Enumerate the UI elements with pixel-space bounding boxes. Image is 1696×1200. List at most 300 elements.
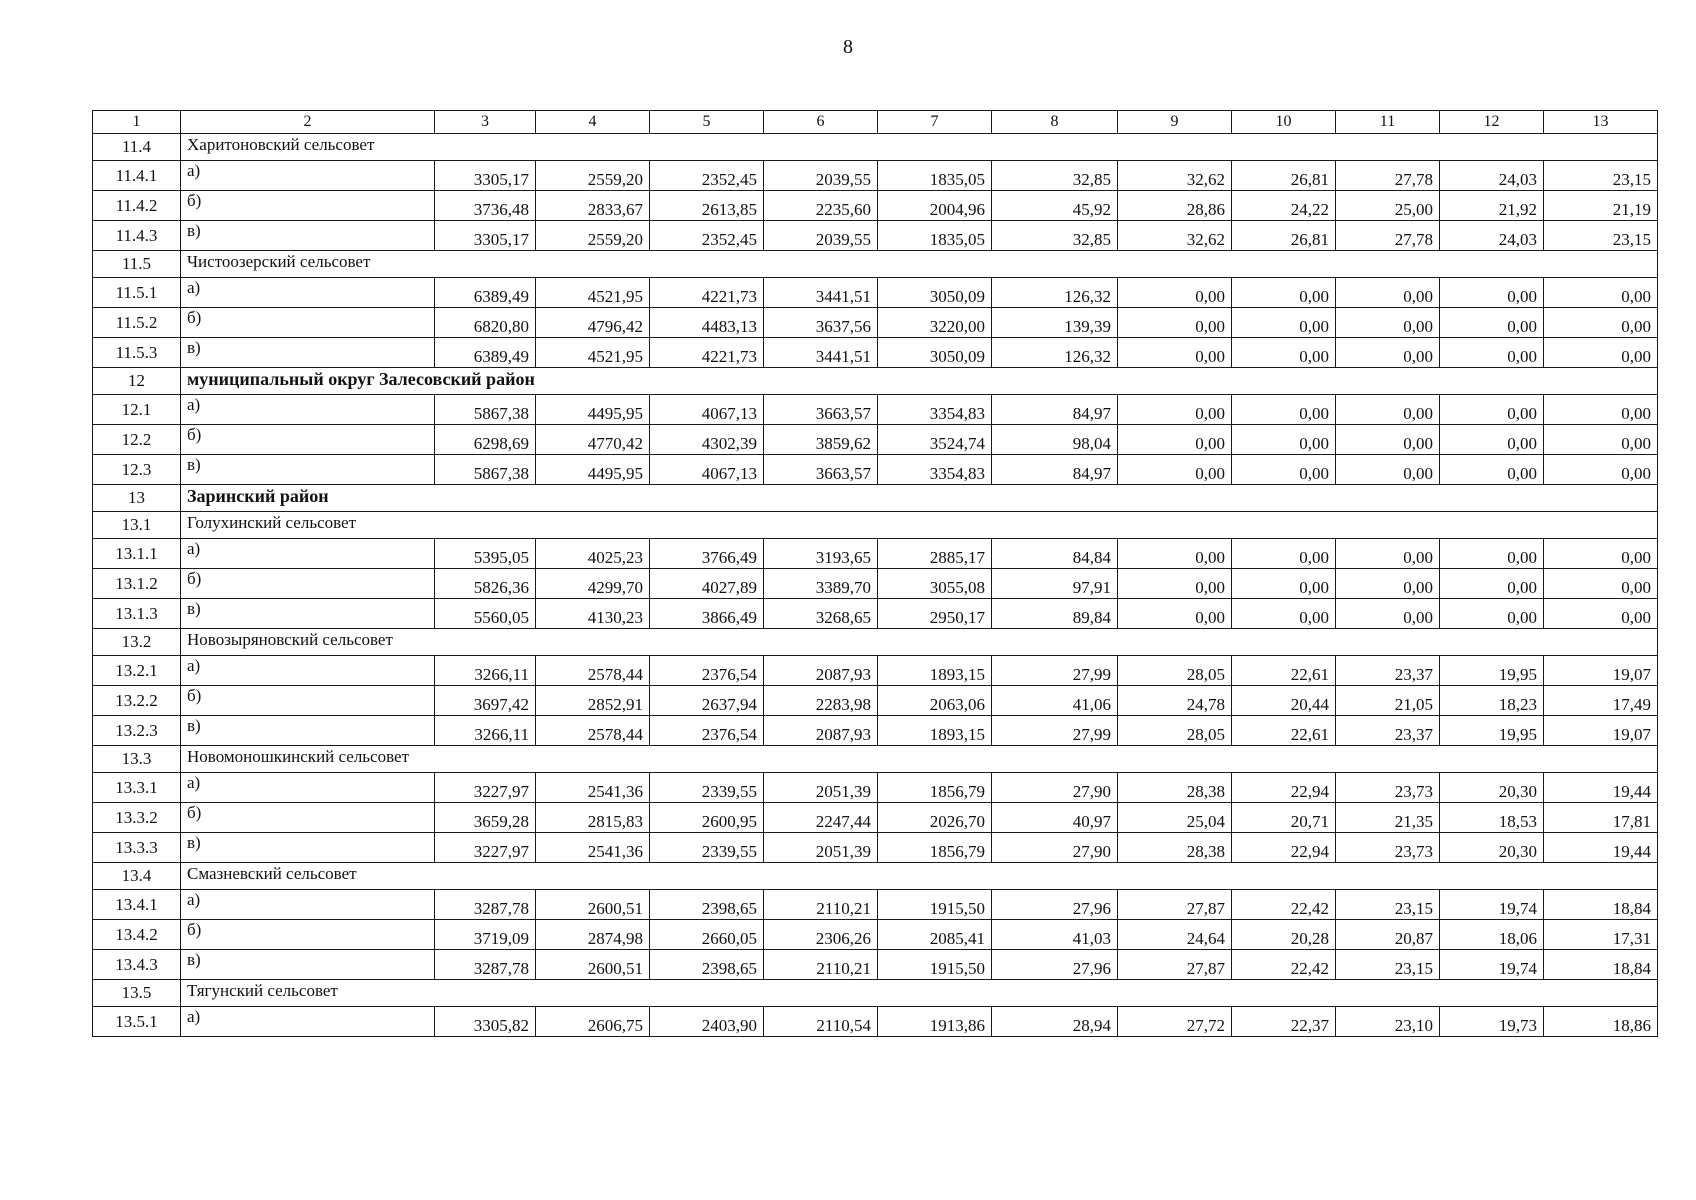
- value-cell: 28,94: [992, 1007, 1118, 1037]
- value-cell: 6389,49: [435, 338, 536, 368]
- value-cell: 19,95: [1440, 716, 1544, 746]
- column-number-cell: 10: [1232, 111, 1336, 134]
- value-cell: 5395,05: [435, 539, 536, 569]
- value-cell: 3389,70: [764, 569, 878, 599]
- value-cell: 21,19: [1544, 191, 1658, 221]
- value-cell: 45,92: [992, 191, 1118, 221]
- value-cell: 2283,98: [764, 686, 878, 716]
- value-cell: 25,00: [1336, 191, 1440, 221]
- value-cell: 2039,55: [764, 221, 878, 251]
- value-cell: 26,81: [1232, 221, 1336, 251]
- value-cell: 2051,39: [764, 833, 878, 863]
- table-row: [93, 161, 1658, 191]
- value-cell: 2085,41: [878, 920, 992, 950]
- value-cell: 19,95: [1440, 656, 1544, 686]
- section-row: [93, 863, 1658, 890]
- section-number: 13: [93, 485, 181, 512]
- variant-label: б): [181, 920, 435, 950]
- value-cell: 2039,55: [764, 161, 878, 191]
- value-cell: 27,96: [992, 950, 1118, 980]
- page-number: 8: [843, 36, 853, 58]
- value-cell: 22,94: [1232, 833, 1336, 863]
- value-cell: 5867,38: [435, 395, 536, 425]
- section-row: [93, 134, 1658, 161]
- value-cell: 0,00: [1232, 539, 1336, 569]
- value-cell: 4221,73: [650, 338, 764, 368]
- value-cell: 0,00: [1336, 569, 1440, 599]
- value-cell: 0,00: [1336, 455, 1440, 485]
- value-cell: 21,92: [1440, 191, 1544, 221]
- value-cell: 2606,75: [536, 1007, 650, 1037]
- value-cell: 2541,36: [536, 773, 650, 803]
- value-cell: 98,04: [992, 425, 1118, 455]
- value-cell: 0,00: [1544, 338, 1658, 368]
- variant-label: а): [181, 773, 435, 803]
- value-cell: 18,53: [1440, 803, 1544, 833]
- section-title: Тягунский сельсовет: [181, 980, 1658, 1007]
- value-cell: 3866,49: [650, 599, 764, 629]
- table-row: [93, 656, 1658, 686]
- row-number: 12.3: [93, 455, 181, 485]
- column-number-cell: 7: [878, 111, 992, 134]
- value-cell: 4221,73: [650, 278, 764, 308]
- row-number: 13.2.3: [93, 716, 181, 746]
- value-cell: 27,96: [992, 890, 1118, 920]
- value-cell: 1893,15: [878, 716, 992, 746]
- row-number: 13.1.3: [93, 599, 181, 629]
- section-number: 13.1: [93, 512, 181, 539]
- section-number: 12: [93, 368, 181, 395]
- value-cell: 0,00: [1232, 599, 1336, 629]
- variant-label: а): [181, 161, 435, 191]
- value-cell: 28,05: [1118, 716, 1232, 746]
- value-cell: 23,15: [1544, 161, 1658, 191]
- column-number-cell: 12: [1440, 111, 1544, 134]
- value-cell: 4796,42: [536, 308, 650, 338]
- value-cell: 0,00: [1440, 338, 1544, 368]
- table-row: [93, 833, 1658, 863]
- value-cell: 3441,51: [764, 278, 878, 308]
- variant-label: б): [181, 425, 435, 455]
- value-cell: 2026,70: [878, 803, 992, 833]
- table-row: [93, 890, 1658, 920]
- value-cell: 1893,15: [878, 656, 992, 686]
- value-cell: 0,00: [1118, 455, 1232, 485]
- value-cell: 3766,49: [650, 539, 764, 569]
- value-cell: 0,00: [1118, 599, 1232, 629]
- value-cell: 24,22: [1232, 191, 1336, 221]
- value-cell: 3287,78: [435, 950, 536, 980]
- column-number-cell: 9: [1118, 111, 1232, 134]
- value-cell: 0,00: [1544, 569, 1658, 599]
- value-cell: 19,07: [1544, 716, 1658, 746]
- row-number: 13.1.1: [93, 539, 181, 569]
- value-cell: 2833,67: [536, 191, 650, 221]
- value-cell: 1915,50: [878, 890, 992, 920]
- column-number-cell: 2: [181, 111, 435, 134]
- value-cell: 24,78: [1118, 686, 1232, 716]
- value-cell: 2600,51: [536, 890, 650, 920]
- value-cell: 27,87: [1118, 890, 1232, 920]
- variant-label: в): [181, 221, 435, 251]
- value-cell: 0,00: [1544, 539, 1658, 569]
- section-row: [93, 485, 1658, 512]
- value-cell: 5826,36: [435, 569, 536, 599]
- row-number: 11.5.2: [93, 308, 181, 338]
- variant-label: в): [181, 833, 435, 863]
- table-row: [93, 395, 1658, 425]
- table-row: [93, 950, 1658, 980]
- value-cell: 21,05: [1336, 686, 1440, 716]
- value-cell: 25,04: [1118, 803, 1232, 833]
- value-cell: 0,00: [1232, 308, 1336, 338]
- variant-label: в): [181, 950, 435, 980]
- value-cell: 2087,93: [764, 716, 878, 746]
- value-cell: 4495,95: [536, 395, 650, 425]
- value-cell: 23,37: [1336, 716, 1440, 746]
- value-cell: 21,35: [1336, 803, 1440, 833]
- value-cell: 24,03: [1440, 221, 1544, 251]
- variant-label: а): [181, 656, 435, 686]
- value-cell: 84,97: [992, 395, 1118, 425]
- value-cell: 18,84: [1544, 950, 1658, 980]
- row-number: 13.3.3: [93, 833, 181, 863]
- value-cell: 0,00: [1232, 455, 1336, 485]
- variant-label: в): [181, 455, 435, 485]
- value-cell: 0,00: [1118, 278, 1232, 308]
- value-cell: 4027,89: [650, 569, 764, 599]
- value-cell: 18,84: [1544, 890, 1658, 920]
- value-cell: 0,00: [1544, 455, 1658, 485]
- column-number-cell: 4: [536, 111, 650, 134]
- value-cell: 2004,96: [878, 191, 992, 221]
- value-cell: 4130,23: [536, 599, 650, 629]
- value-cell: 28,38: [1118, 833, 1232, 863]
- value-cell: 3266,11: [435, 716, 536, 746]
- value-cell: 4483,13: [650, 308, 764, 338]
- row-number: 11.4.2: [93, 191, 181, 221]
- value-cell: 2110,21: [764, 890, 878, 920]
- value-cell: 2352,45: [650, 161, 764, 191]
- value-cell: 3354,83: [878, 455, 992, 485]
- section-number: 13.4: [93, 863, 181, 890]
- section-row: [93, 629, 1658, 656]
- column-number-cell: 5: [650, 111, 764, 134]
- value-cell: 2398,65: [650, 890, 764, 920]
- variant-label: а): [181, 278, 435, 308]
- value-cell: 27,99: [992, 656, 1118, 686]
- value-cell: 18,86: [1544, 1007, 1658, 1037]
- value-cell: 97,91: [992, 569, 1118, 599]
- value-cell: 2376,54: [650, 656, 764, 686]
- value-cell: 19,07: [1544, 656, 1658, 686]
- row-number: 13.3.1: [93, 773, 181, 803]
- value-cell: 27,87: [1118, 950, 1232, 980]
- variant-label: а): [181, 890, 435, 920]
- value-cell: 27,78: [1336, 161, 1440, 191]
- value-cell: 84,84: [992, 539, 1118, 569]
- value-cell: 17,31: [1544, 920, 1658, 950]
- table-row: [93, 338, 1658, 368]
- value-cell: 27,90: [992, 833, 1118, 863]
- value-cell: 126,32: [992, 278, 1118, 308]
- value-cell: 27,99: [992, 716, 1118, 746]
- value-cell: 4302,39: [650, 425, 764, 455]
- value-cell: 23,15: [1544, 221, 1658, 251]
- variant-label: б): [181, 191, 435, 221]
- value-cell: 0,00: [1118, 338, 1232, 368]
- value-cell: 19,74: [1440, 890, 1544, 920]
- value-cell: 3220,00: [878, 308, 992, 338]
- row-number: 13.5.1: [93, 1007, 181, 1037]
- section-row: [93, 368, 1658, 395]
- variant-label: а): [181, 395, 435, 425]
- value-cell: 84,97: [992, 455, 1118, 485]
- variant-label: а): [181, 539, 435, 569]
- value-cell: 2110,21: [764, 950, 878, 980]
- value-cell: 28,38: [1118, 773, 1232, 803]
- table-row: [93, 425, 1658, 455]
- value-cell: 17,49: [1544, 686, 1658, 716]
- value-cell: 20,30: [1440, 773, 1544, 803]
- value-cell: 2950,17: [878, 599, 992, 629]
- value-cell: 0,00: [1232, 569, 1336, 599]
- value-cell: 0,00: [1440, 569, 1544, 599]
- table-row: [93, 191, 1658, 221]
- value-cell: 22,61: [1232, 656, 1336, 686]
- value-cell: 19,44: [1544, 833, 1658, 863]
- value-cell: 0,00: [1440, 278, 1544, 308]
- value-cell: 28,05: [1118, 656, 1232, 686]
- value-cell: 2063,06: [878, 686, 992, 716]
- table-row: [93, 686, 1658, 716]
- section-number: 13.2: [93, 629, 181, 656]
- value-cell: 5560,05: [435, 599, 536, 629]
- value-cell: 23,37: [1336, 656, 1440, 686]
- value-cell: 18,06: [1440, 920, 1544, 950]
- section-title: Новомоношкинский сельсовет: [181, 746, 1658, 773]
- value-cell: 3663,57: [764, 395, 878, 425]
- value-cell: 2600,95: [650, 803, 764, 833]
- value-cell: 2578,44: [536, 716, 650, 746]
- section-title: муниципальный округ Залесовский район: [181, 368, 1658, 395]
- value-cell: 6820,80: [435, 308, 536, 338]
- value-cell: 0,00: [1232, 395, 1336, 425]
- variant-label: а): [181, 1007, 435, 1037]
- value-cell: 0,00: [1544, 278, 1658, 308]
- value-cell: 3659,28: [435, 803, 536, 833]
- value-cell: 3268,65: [764, 599, 878, 629]
- value-cell: 0,00: [1232, 338, 1336, 368]
- value-cell: 1856,79: [878, 833, 992, 863]
- value-cell: 32,62: [1118, 221, 1232, 251]
- value-cell: 0,00: [1232, 425, 1336, 455]
- row-number: 11.4.1: [93, 161, 181, 191]
- value-cell: 0,00: [1440, 425, 1544, 455]
- value-cell: 2110,54: [764, 1007, 878, 1037]
- column-number-cell: 6: [764, 111, 878, 134]
- value-cell: 139,39: [992, 308, 1118, 338]
- value-cell: 2051,39: [764, 773, 878, 803]
- section-row: [93, 251, 1658, 278]
- value-cell: 2600,51: [536, 950, 650, 980]
- value-cell: 40,97: [992, 803, 1118, 833]
- value-cell: 2339,55: [650, 833, 764, 863]
- value-cell: 3524,74: [878, 425, 992, 455]
- table-row: [93, 308, 1658, 338]
- value-cell: 2398,65: [650, 950, 764, 980]
- variant-label: б): [181, 686, 435, 716]
- section-title: Чистоозерский сельсовет: [181, 251, 1658, 278]
- value-cell: 2559,20: [536, 221, 650, 251]
- value-cell: 0,00: [1544, 599, 1658, 629]
- tariff-table: [92, 110, 1658, 1037]
- value-cell: 3055,08: [878, 569, 992, 599]
- value-cell: 2815,83: [536, 803, 650, 833]
- value-cell: 4495,95: [536, 455, 650, 485]
- table-row: [93, 569, 1658, 599]
- row-number: 13.2.1: [93, 656, 181, 686]
- value-cell: 0,00: [1232, 278, 1336, 308]
- section-row: [93, 980, 1658, 1007]
- value-cell: 2376,54: [650, 716, 764, 746]
- column-number-cell: 1: [93, 111, 181, 134]
- table-row: [93, 1007, 1658, 1037]
- value-cell: 2306,26: [764, 920, 878, 950]
- value-cell: 4770,42: [536, 425, 650, 455]
- column-number-cell: 3: [435, 111, 536, 134]
- value-cell: 3859,62: [764, 425, 878, 455]
- value-cell: 0,00: [1440, 539, 1544, 569]
- value-cell: 0,00: [1336, 395, 1440, 425]
- table-row: [93, 773, 1658, 803]
- section-title: Голухинский сельсовет: [181, 512, 1658, 539]
- value-cell: 2352,45: [650, 221, 764, 251]
- value-cell: 4299,70: [536, 569, 650, 599]
- section-row: [93, 512, 1658, 539]
- value-cell: 2559,20: [536, 161, 650, 191]
- value-cell: 2637,94: [650, 686, 764, 716]
- value-cell: 22,42: [1232, 890, 1336, 920]
- value-cell: 23,15: [1336, 950, 1440, 980]
- value-cell: 20,44: [1232, 686, 1336, 716]
- value-cell: 0,00: [1118, 395, 1232, 425]
- value-cell: 3697,42: [435, 686, 536, 716]
- value-cell: 22,61: [1232, 716, 1336, 746]
- value-cell: 0,00: [1118, 539, 1232, 569]
- value-cell: 3719,09: [435, 920, 536, 950]
- value-cell: 20,87: [1336, 920, 1440, 950]
- row-number: 13.1.2: [93, 569, 181, 599]
- value-cell: 3305,82: [435, 1007, 536, 1037]
- row-number: 12.2: [93, 425, 181, 455]
- section-row: [93, 746, 1658, 773]
- value-cell: 23,15: [1336, 890, 1440, 920]
- value-cell: 20,71: [1232, 803, 1336, 833]
- value-cell: 0,00: [1336, 539, 1440, 569]
- value-cell: 32,85: [992, 161, 1118, 191]
- value-cell: 2087,93: [764, 656, 878, 686]
- variant-label: б): [181, 569, 435, 599]
- value-cell: 0,00: [1118, 569, 1232, 599]
- value-cell: 3227,97: [435, 773, 536, 803]
- table-row: [93, 920, 1658, 950]
- value-cell: 3050,09: [878, 338, 992, 368]
- value-cell: 2885,17: [878, 539, 992, 569]
- value-cell: 3637,56: [764, 308, 878, 338]
- table-row: [93, 278, 1658, 308]
- value-cell: 2403,90: [650, 1007, 764, 1037]
- table-row: [93, 716, 1658, 746]
- value-cell: 0,00: [1440, 599, 1544, 629]
- value-cell: 0,00: [1336, 338, 1440, 368]
- value-cell: 32,85: [992, 221, 1118, 251]
- value-cell: 1913,86: [878, 1007, 992, 1037]
- value-cell: 23,73: [1336, 773, 1440, 803]
- row-number: 11.5.1: [93, 278, 181, 308]
- value-cell: 23,10: [1336, 1007, 1440, 1037]
- value-cell: 4521,95: [536, 338, 650, 368]
- value-cell: 0,00: [1336, 599, 1440, 629]
- section-number: 11.4: [93, 134, 181, 161]
- value-cell: 0,00: [1336, 278, 1440, 308]
- value-cell: 19,44: [1544, 773, 1658, 803]
- value-cell: 3266,11: [435, 656, 536, 686]
- row-number: 13.2.2: [93, 686, 181, 716]
- section-number: 13.5: [93, 980, 181, 1007]
- value-cell: 0,00: [1336, 425, 1440, 455]
- value-cell: 5867,38: [435, 455, 536, 485]
- table-row: [93, 455, 1658, 485]
- value-cell: 23,73: [1336, 833, 1440, 863]
- value-cell: 3305,17: [435, 221, 536, 251]
- value-cell: 2541,36: [536, 833, 650, 863]
- value-cell: 22,42: [1232, 950, 1336, 980]
- value-cell: 2852,91: [536, 686, 650, 716]
- value-cell: 1856,79: [878, 773, 992, 803]
- value-cell: 22,94: [1232, 773, 1336, 803]
- variant-label: в): [181, 716, 435, 746]
- value-cell: 19,73: [1440, 1007, 1544, 1037]
- row-number: 13.4.2: [93, 920, 181, 950]
- column-number-cell: 8: [992, 111, 1118, 134]
- value-cell: 24,03: [1440, 161, 1544, 191]
- value-cell: 3736,48: [435, 191, 536, 221]
- value-cell: 126,32: [992, 338, 1118, 368]
- value-cell: 24,64: [1118, 920, 1232, 950]
- value-cell: 27,78: [1336, 221, 1440, 251]
- value-cell: 41,03: [992, 920, 1118, 950]
- section-number: 11.5: [93, 251, 181, 278]
- value-cell: 6298,69: [435, 425, 536, 455]
- value-cell: 3193,65: [764, 539, 878, 569]
- value-cell: 1835,05: [878, 161, 992, 191]
- value-cell: 4067,13: [650, 455, 764, 485]
- value-cell: 89,84: [992, 599, 1118, 629]
- value-cell: 27,72: [1118, 1007, 1232, 1037]
- value-cell: 0,00: [1440, 455, 1544, 485]
- value-cell: 1835,05: [878, 221, 992, 251]
- value-cell: 0,00: [1336, 308, 1440, 338]
- value-cell: 22,37: [1232, 1007, 1336, 1037]
- value-cell: 2578,44: [536, 656, 650, 686]
- value-cell: 4025,23: [536, 539, 650, 569]
- variant-label: б): [181, 308, 435, 338]
- value-cell: 20,30: [1440, 833, 1544, 863]
- value-cell: 17,81: [1544, 803, 1658, 833]
- section-number: 13.3: [93, 746, 181, 773]
- value-cell: 32,62: [1118, 161, 1232, 191]
